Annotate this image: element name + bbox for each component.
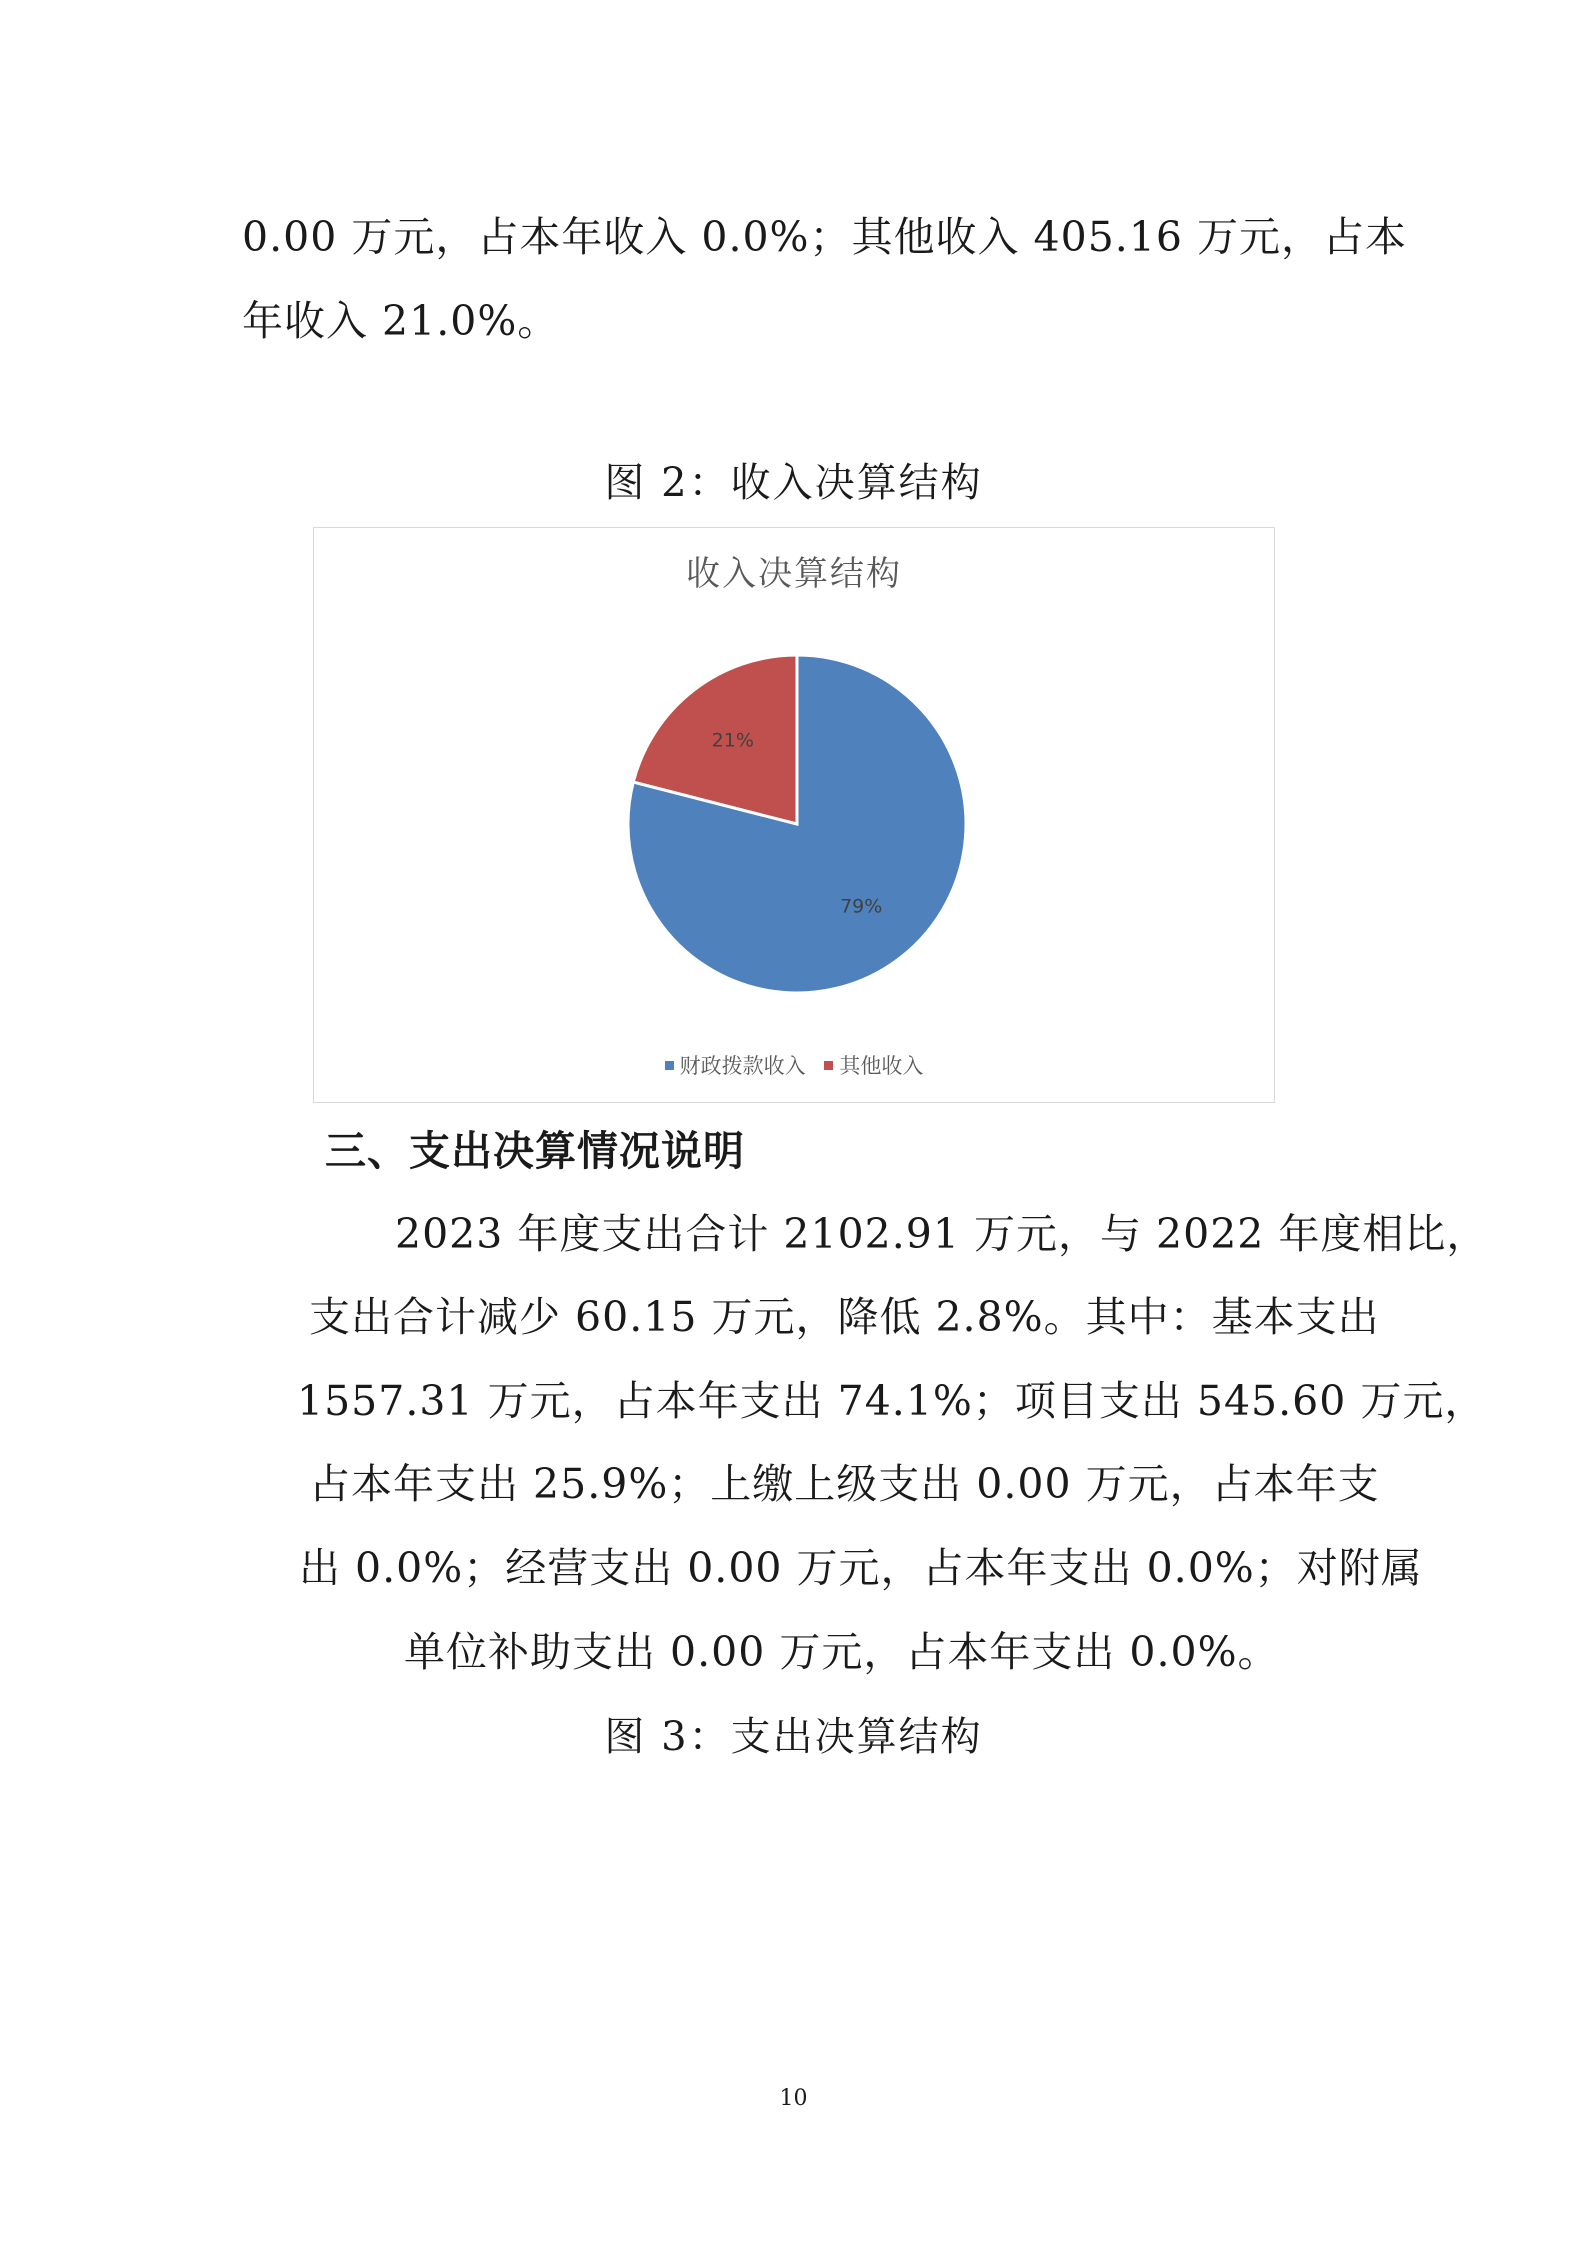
chart-title: 收入决算结构 <box>686 554 902 594</box>
chart-legend <box>314 1050 1274 1080</box>
legend-item-fiscal <box>665 1050 806 1080</box>
income-paragraph-line-1: 0.00 万元，占本年收入 0.0%；其他收入 405.16 万元，占本 <box>242 213 1408 261</box>
section-3-heading: 三、支出决算情况说明 <box>325 1127 745 1175</box>
pie-label-fiscal: 79% <box>840 895 883 918</box>
figure-3-caption: 图 3：支出决算结构 <box>604 1714 983 1760</box>
figure-2-caption: 图 2：收入决算结构 <box>604 460 983 506</box>
legend-swatch-other <box>824 1061 833 1070</box>
legend-item-other <box>824 1050 923 1080</box>
expense-paragraph-line-4: 占本年支出 25.9%；上缴上级支出 0.00 万元，占本年支 <box>309 1460 1380 1508</box>
expense-paragraph-line-2: 支出合计减少 60.15 万元，降低 2.8%。其中：基本支出 <box>309 1293 1380 1341</box>
income-structure-chart <box>313 527 1275 1103</box>
pie-label-other: 21% <box>711 729 754 752</box>
expense-paragraph-line-1: 2023 年度支出合计 2102.91 万元，与 2022 年度相比， <box>395 1210 1489 1258</box>
expense-paragraph-line-6: 单位补助支出 0.00 万元，占本年支出 0.0%。 <box>404 1628 1280 1676</box>
legend-swatch-fiscal <box>665 1061 674 1070</box>
legend-label-fiscal: 财政拨款收入 <box>679 1054 806 1078</box>
pie-chart-svg <box>314 528 1276 1104</box>
expense-paragraph-line-5: 出 0.0%；经营支出 0.00 万元，占本年支出 0.0%；对附属 <box>299 1544 1423 1592</box>
legend-label-other: 其他收入 <box>839 1054 924 1078</box>
expense-paragraph-line-3: 1557.31 万元，占本年支出 74.1%；项目支出 545.60 万元， <box>297 1377 1487 1425</box>
page-number: 10 <box>779 2086 808 2111</box>
income-paragraph-line-2: 年收入 21.0%。 <box>242 297 560 345</box>
